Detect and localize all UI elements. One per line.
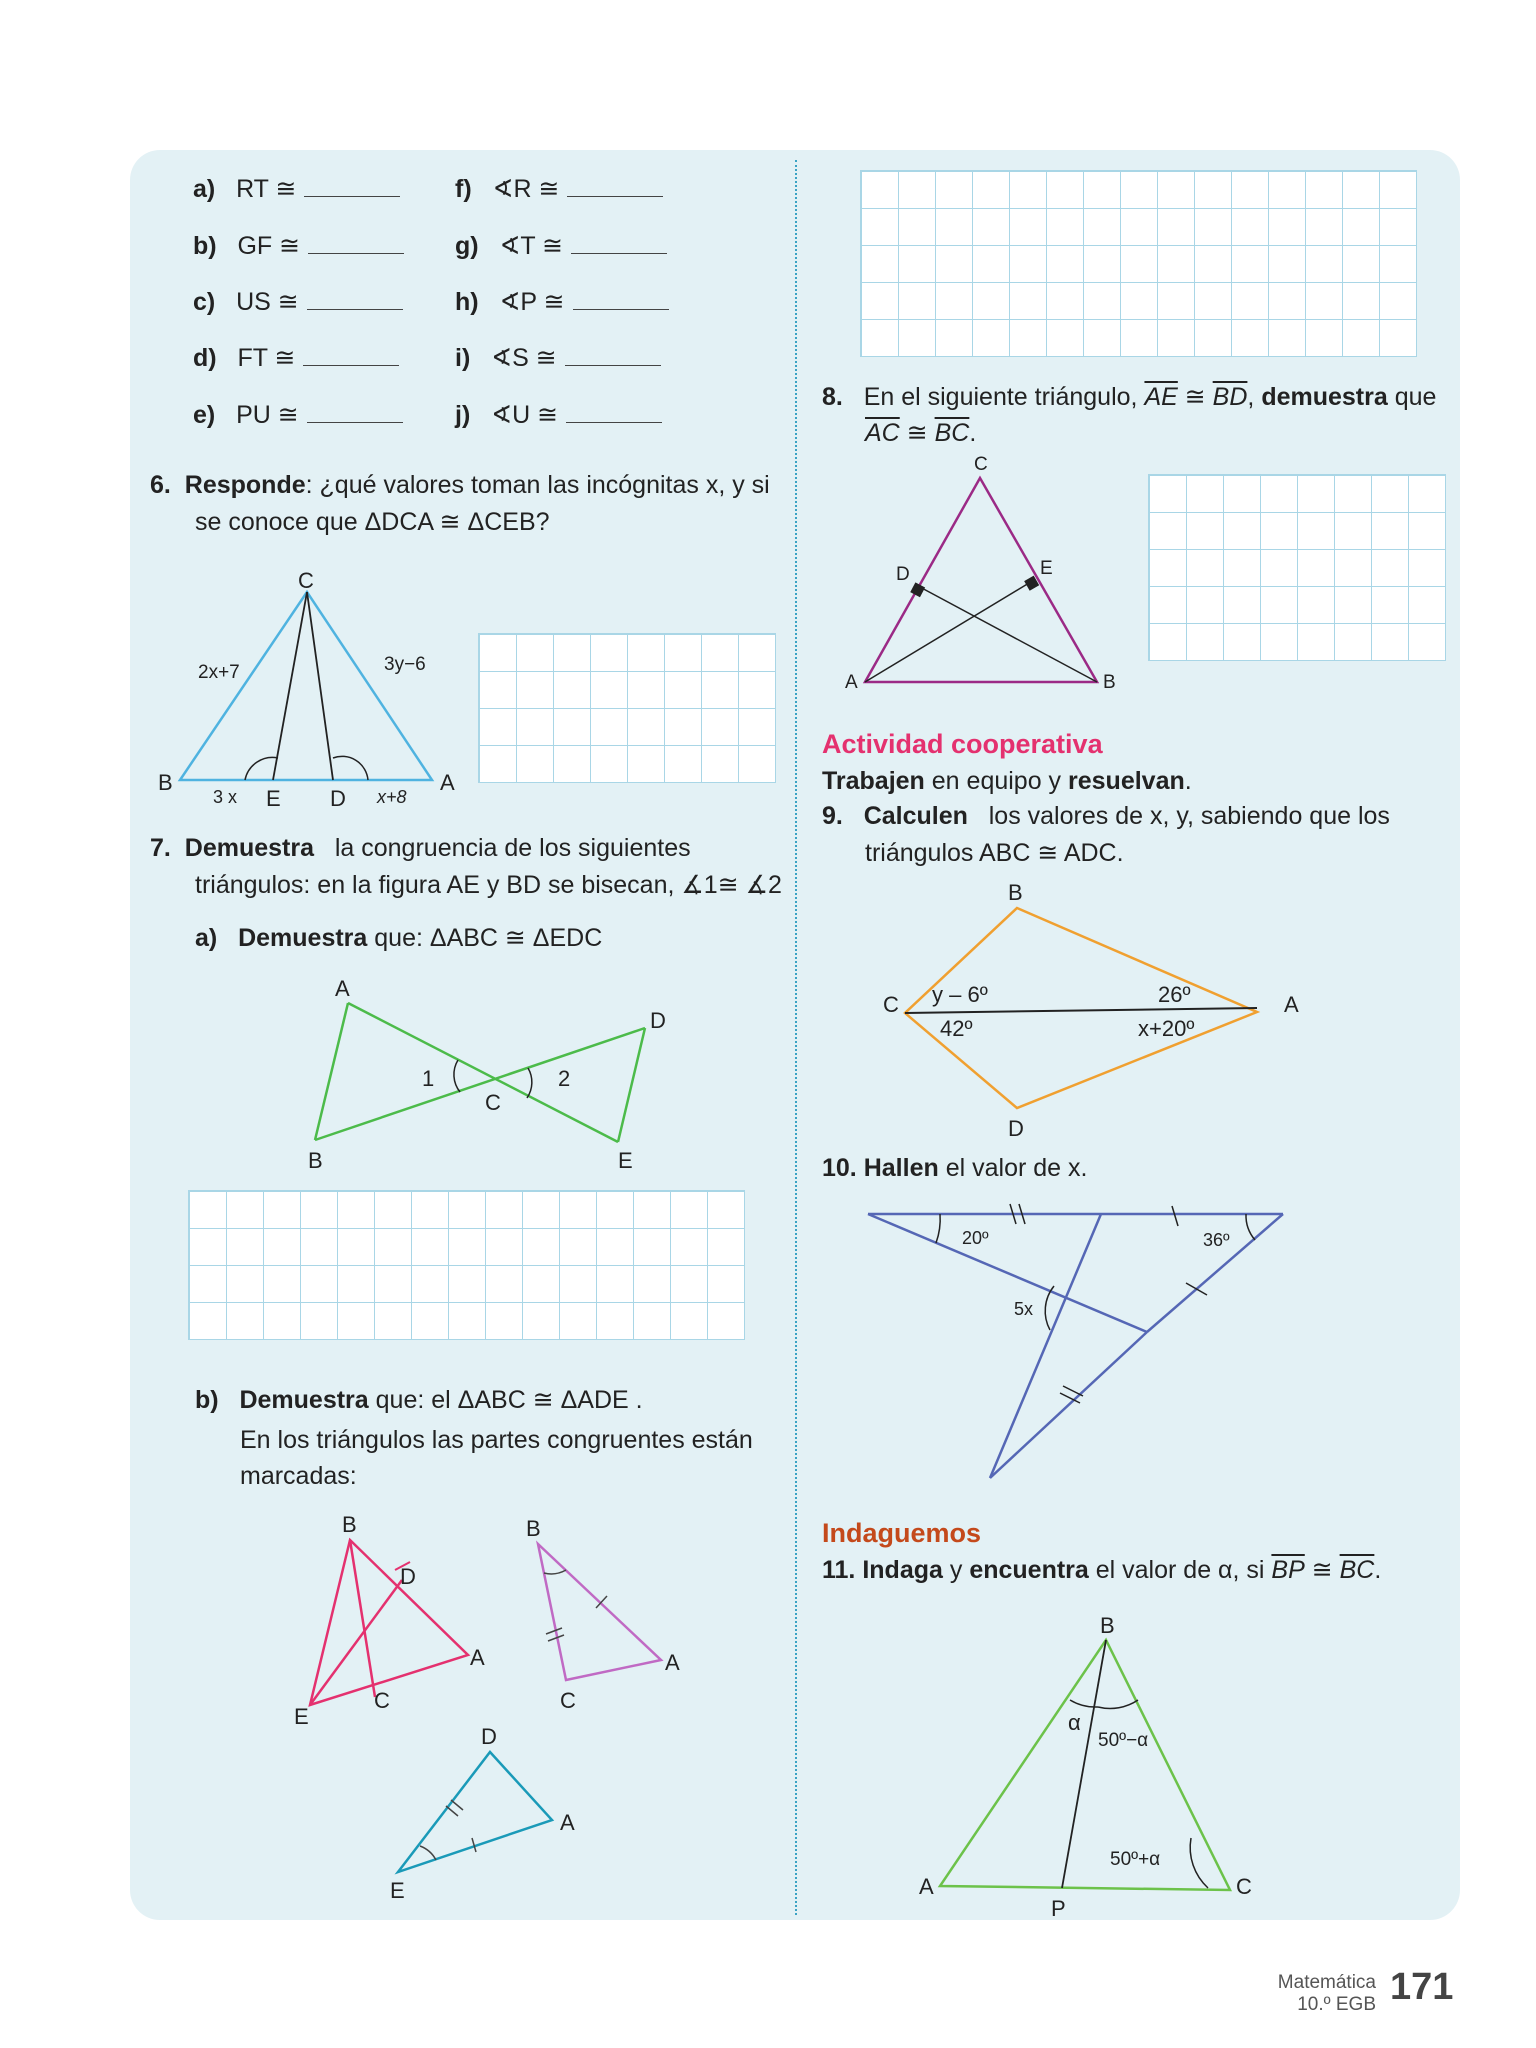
q11-segment-bp — [1062, 1640, 1106, 1888]
q8-label-c: C — [974, 454, 988, 475]
question-6-line2: se conoce que ΔDCA ≅ ΔCEB? — [195, 508, 550, 536]
list-item: g) ∢T ≅ — [455, 230, 667, 262]
q11-label-c: C — [1236, 1874, 1252, 1899]
list-item: b) GF ≅ — [193, 230, 404, 262]
q8-label-b: B — [1103, 672, 1116, 693]
q7a-segment-bd — [315, 1028, 645, 1140]
q7b-figure-violet — [526, 1516, 680, 1713]
q9-label-a: A — [1284, 992, 1299, 1017]
q7a-label-d: D — [650, 1008, 666, 1033]
q10-angle-20 — [936, 1214, 940, 1243]
q11-label-50plus: 50º+α — [1110, 1849, 1161, 1870]
q7b-segment-bc — [350, 1540, 375, 1697]
q7a-figure — [308, 976, 666, 1173]
q6-angle-d — [333, 756, 368, 780]
q7a-label-a: A — [335, 976, 350, 1001]
section-title-cooperativa: Actividad cooperativa — [822, 729, 1103, 759]
q10-figure — [868, 1204, 1283, 1478]
q9-label-x20: x+20º — [1138, 1016, 1195, 1041]
q7b-label-a2: A — [665, 1650, 680, 1675]
answer-grid-q7a[interactable] — [188, 1190, 745, 1340]
q11-triangle — [940, 1640, 1230, 1890]
q6-label-left-side: 2x+7 — [198, 662, 240, 683]
list-item: i) ∢S ≅ — [455, 342, 661, 374]
q10-label-36: 36º — [1203, 1230, 1230, 1250]
q7b-label-b1: B — [342, 1512, 357, 1537]
q10-angle-36 — [1246, 1214, 1255, 1240]
list-item: f) ∢R ≅ — [455, 173, 663, 205]
list-item: e) PU ≅ — [193, 399, 403, 431]
q7b-label-b2: B — [526, 1516, 541, 1541]
question-6: 6. Responde: ¿qué valores toman las incógnitas x, y si — [150, 471, 770, 499]
question-9-line2: triángulos ABC ≅ ADC. — [865, 839, 1124, 867]
q6-triangle — [180, 592, 432, 780]
q9-label-42: 42º — [940, 1016, 973, 1041]
q9-label-26: 26º — [1158, 982, 1191, 1007]
q7a-angle-1 — [454, 1060, 460, 1092]
q11-figure — [919, 1613, 1252, 1921]
q7b-label-e3: E — [390, 1878, 405, 1903]
q8-figure — [845, 454, 1116, 693]
q7a-label-e: E — [618, 1148, 633, 1173]
q7b-triangle-abc — [538, 1544, 661, 1680]
q7b-triangle-abe — [310, 1540, 468, 1705]
footer-subject: Matemática — [1277, 1972, 1376, 1993]
q8-label-a: A — [845, 672, 858, 693]
q7a-segment-ae — [348, 1003, 618, 1142]
q11-label-alpha: α — [1068, 1710, 1081, 1735]
list-item: d) FT ≅ — [193, 342, 399, 374]
q7a-label-c: C — [485, 1090, 501, 1115]
q9-figure — [883, 880, 1299, 1141]
q11-label-b: B — [1100, 1613, 1115, 1638]
list-item: c) US ≅ — [193, 286, 403, 318]
q7a-angle-2 — [527, 1068, 532, 1098]
q11-label-50minus: 50º−α — [1098, 1730, 1149, 1751]
q11-label-a: A — [919, 1874, 934, 1899]
question-7b-line3: marcadas: — [240, 1462, 357, 1490]
q7b-tick — [451, 1800, 463, 1810]
page-number: 171 — [1390, 1966, 1454, 2008]
q6-label-a: A — [440, 770, 455, 795]
question-7: 7. Demuestra la congruencia de los siguientes — [150, 834, 691, 862]
q10-label-5x: 5x — [1014, 1299, 1034, 1319]
q10-lower-side — [990, 1332, 1147, 1478]
q10-left-side — [868, 1214, 1147, 1332]
q7b-tick — [446, 1806, 458, 1816]
q7a-label-b: B — [308, 1148, 323, 1173]
q7a-side-de — [618, 1028, 645, 1142]
q8-right-angle-d — [910, 582, 925, 597]
q7a-side-ab — [315, 1003, 348, 1140]
list-item: j) ∢U ≅ — [455, 399, 662, 431]
question-7a: a) Demuestra que: ΔABC ≅ ΔEDC — [195, 924, 603, 952]
q6-label-be: 3 x — [213, 787, 238, 807]
q8-label-e: E — [1040, 558, 1053, 579]
q10-label-20: 20º — [962, 1228, 989, 1248]
answer-grid-q6[interactable] — [478, 633, 776, 783]
q7b-tick — [546, 1628, 562, 1634]
q10-tick — [1186, 1283, 1207, 1295]
answer-grid-top-right[interactable] — [860, 170, 1417, 357]
list-item: h) ∢P ≅ — [455, 286, 669, 318]
question-11: 11. Indaga y encuentra el valor de α, si $\overline{BP}$ ≅ $\overline{BC}$. — [822, 1556, 1382, 1584]
question-8: 8. En el siguiente triángulo, $\overline{AE}$ ≅ $\overline{BD}$, demuestra que — [822, 383, 1437, 411]
q9-diagonal-ca — [905, 1008, 1257, 1013]
q7b-label-c2: C — [560, 1688, 576, 1713]
q11-angle-50minus — [1098, 1700, 1138, 1708]
q8-segment-ae — [865, 580, 1034, 682]
q6-segment-cd — [307, 592, 333, 780]
q7b-label-a1: A — [470, 1645, 485, 1670]
q9-label-b: B — [1008, 880, 1023, 905]
coop-instruction: Trabajen en equipo y resuelvan. — [822, 767, 1192, 795]
q10-tick — [1172, 1206, 1178, 1226]
q6-label-c: C — [298, 568, 314, 593]
footer-grade: 10.º EGB — [1297, 1994, 1376, 2015]
q7b-label-d1: D — [400, 1564, 416, 1589]
q11-angle-50plus — [1190, 1838, 1208, 1888]
q8-label-d: D — [896, 564, 910, 585]
q7b-angle-b — [544, 1570, 566, 1574]
question-8-line2: $\overline{AC}$ ≅ $\overline{BC}$. — [865, 419, 977, 447]
q6-triangle-figure — [158, 568, 455, 811]
q7b-label-e1: E — [294, 1704, 309, 1729]
q9-label-y6: y – 6º — [932, 982, 988, 1007]
q7b-label-c1: C — [374, 1688, 390, 1713]
q7b-segment-ed — [310, 1580, 402, 1705]
q7b-figure-pink — [294, 1512, 485, 1729]
q7b-angle-e — [420, 1846, 436, 1860]
q6-label-e: E — [266, 786, 281, 811]
q7a-label-2: 2 — [558, 1066, 571, 1091]
q6-segment-ce — [273, 592, 307, 780]
q9-label-c: C — [883, 992, 899, 1017]
q10-tick — [1063, 1386, 1083, 1396]
question-9: 9. Calculen los valores de x, y, sabiendo que los — [822, 802, 1390, 830]
question-7-line2: triángulos: en la figura AE y BD se bisecan, ∡1≅ ∡2 — [195, 871, 782, 899]
q6-label-da: x+8 — [377, 787, 407, 807]
q7b-label-d3: D — [481, 1724, 497, 1749]
q6-label-right-side: 3y−6 — [384, 654, 426, 675]
q7b-triangle-ade — [398, 1752, 552, 1872]
q9-label-d: D — [1008, 1116, 1024, 1141]
question-10: 10. Hallen el valor de x. — [822, 1154, 1088, 1182]
list-item: a) RT ≅ — [193, 173, 400, 205]
q7b-figure-teal — [390, 1724, 575, 1903]
question-7b-line2: En los triángulos las partes congruentes están — [240, 1426, 753, 1454]
q11-label-p: P — [1051, 1896, 1066, 1921]
q6-label-d: D — [330, 786, 346, 811]
question-7b: b) Demuestra que: el ΔABC ≅ ΔADE . — [195, 1386, 643, 1414]
q7a-label-1: 1 — [422, 1066, 435, 1091]
answer-grid-q8[interactable] — [1148, 474, 1446, 661]
q7b-label-a3: A — [560, 1810, 575, 1835]
q10-long-line — [990, 1214, 1101, 1478]
section-title-indaguemos: Indaguemos — [822, 1518, 982, 1548]
q6-label-b: B — [158, 770, 173, 795]
